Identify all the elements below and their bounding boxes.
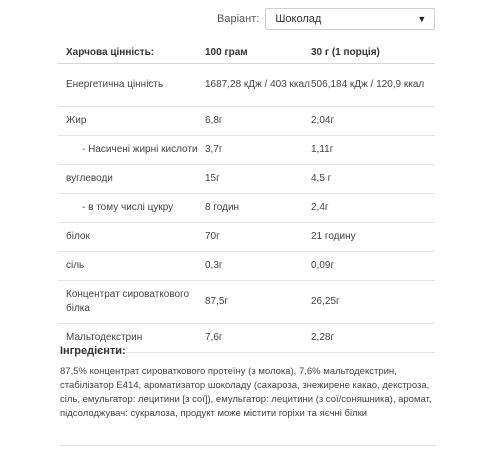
nutrient-name: - Насичені жирні кислоти (82, 144, 198, 155)
header-per-100g: 100 грам (205, 46, 248, 58)
table-row (58, 194, 435, 223)
value-per-serving: 1,11г (311, 144, 334, 155)
table-row (58, 223, 435, 252)
value-per-100g: 3,7г (205, 144, 223, 155)
ingredients-section (60, 345, 440, 421)
value-per-serving: 26,25г (311, 296, 340, 307)
value-per-serving: 506,184 кДж / 120,9 ккал (311, 79, 425, 90)
table-row (58, 136, 435, 165)
value-per-100g: 6,8г (205, 115, 223, 126)
value-per-serving: 0,09г (311, 260, 335, 271)
nutrition-table (58, 42, 435, 353)
ingredients-title: Інгредієнти: (60, 345, 126, 357)
section-divider (60, 445, 436, 446)
nutrient-name: Жир (66, 115, 87, 126)
nutrient-name: Мальтодекстрин (66, 332, 143, 343)
nutrient-name: Концентрат сироваткового білка (66, 289, 190, 314)
value-per-serving: 21 годину (311, 231, 356, 242)
variant-selected-value: Шоколад (275, 13, 322, 25)
value-per-serving: 2,28г (311, 332, 335, 343)
ingredients-text: 87,5% концентрат сироваткового протеїну (з молока), 7,6% мальтодекстрин, стабілізатор Е414, ароматизатор шоколаду (сахароза, знежирене какао, декстроза, сіль, емульгатор: лецитини [з сої]), емульгатор: лецитини (з сої/соняшника), аромат, підсолоджувач: сукралоза, продукт може містити горіхи та яєчні білки (60, 366, 432, 419)
value-per-serving: 4,5 г (311, 173, 332, 184)
table-row (58, 64, 435, 107)
value-per-100g: 15г (205, 173, 220, 184)
value-per-100g: 1687,28 кДж / 403 ккал (205, 79, 310, 90)
table-row (58, 281, 435, 324)
nutrient-name: Енергетична цінність (66, 79, 164, 90)
variant-selector (217, 8, 435, 30)
value-per-serving: 2,04г (311, 115, 335, 126)
nutrient-name: сіль (66, 260, 85, 271)
value-per-serving: 2,4г (311, 202, 329, 213)
nutrition-header-row (58, 42, 435, 64)
value-per-100g: 70г (205, 231, 220, 242)
value-per-100g: 7,6г (205, 332, 223, 343)
table-row (58, 252, 435, 281)
value-per-100g: 8 годин (205, 202, 240, 213)
header-per-serving: 30 г (1 порція) (311, 46, 380, 58)
variant-label: Варіант: (217, 13, 260, 25)
chevron-down-icon: ▼ (417, 14, 427, 24)
nutrient-name: білок (66, 231, 90, 242)
variant-dropdown[interactable] (265, 8, 435, 30)
value-per-100g: 87,5г (205, 296, 229, 307)
nutrient-name: вуглеводи (66, 173, 113, 184)
nutrient-name: - в тому числі цукру (82, 202, 174, 213)
header-nutrient: Харчова цінність: (66, 46, 155, 58)
table-row (58, 165, 435, 194)
table-row (58, 107, 435, 136)
value-per-100g: 0,3г (205, 260, 223, 271)
